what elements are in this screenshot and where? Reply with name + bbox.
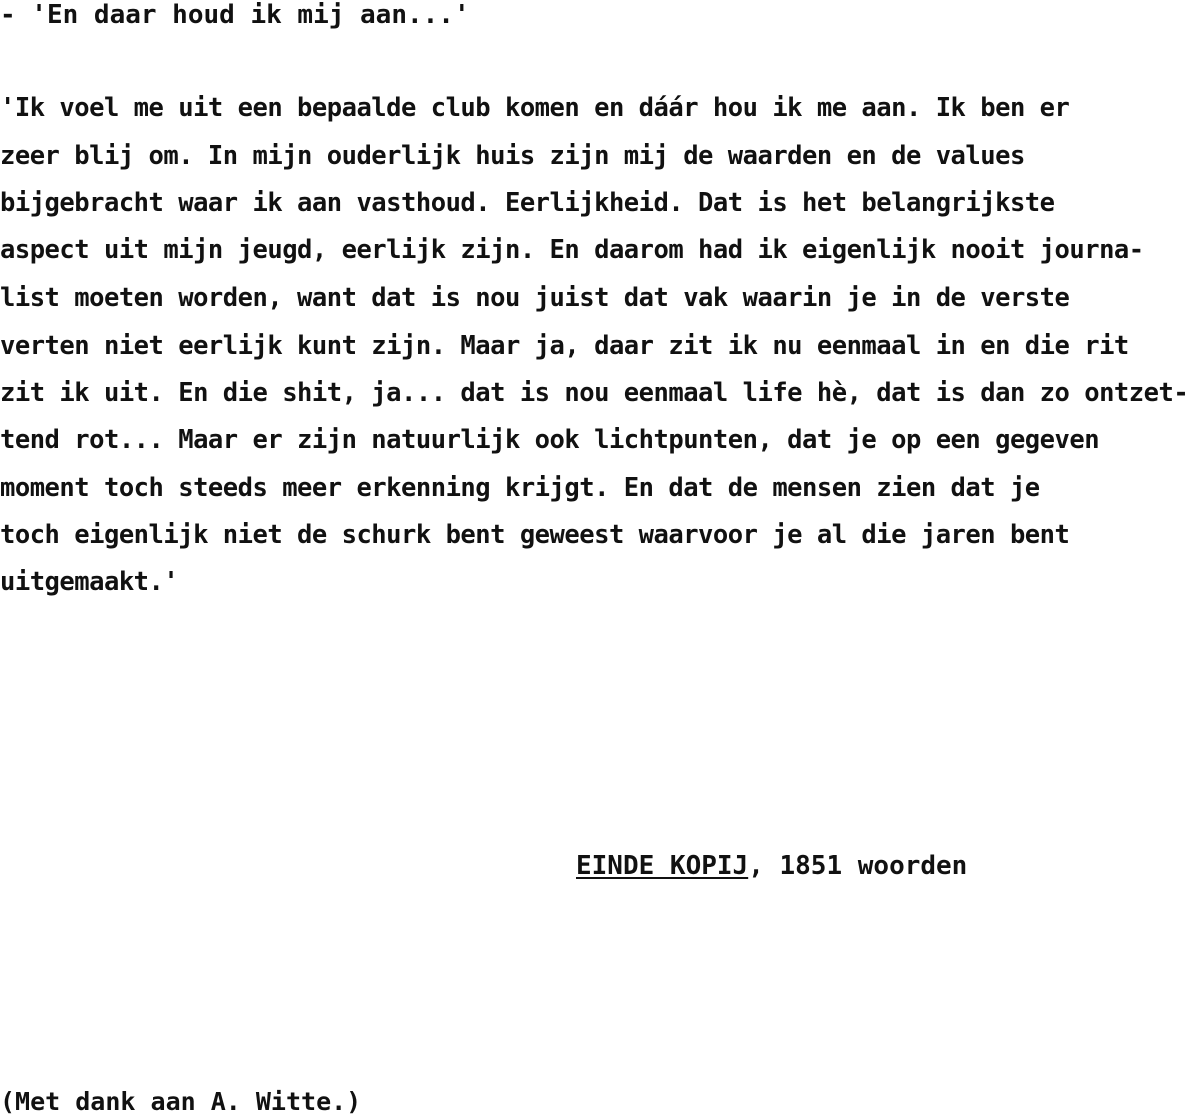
paragraph-line: aspect uit mijn jeugd, eerlijk zijn. En daarom had ik eigenlijk nooit journa- bbox=[0, 235, 1144, 265]
word-count: , 1851 woorden bbox=[748, 851, 968, 881]
paragraph-line: uitgemaakt.' bbox=[0, 567, 179, 597]
quote-heading: - 'En daar houd ik mij aan...' bbox=[0, 0, 470, 30]
end-copy-label: EINDE KOPIJ bbox=[576, 851, 749, 881]
paragraph-line: bijgebracht waar ik aan vasthoud. Eerlijkheid. Dat is het belangrijkste bbox=[0, 188, 1055, 218]
paragraph-line: moment toch steeds meer erkenning krijgt. En dat de mensen zien dat je bbox=[0, 473, 1040, 503]
paragraph-line: list moeten worden, want dat is nou juist dat vak waarin je in de verste bbox=[0, 283, 1070, 313]
paragraph-line: verten niet eerlijk kunt zijn. Maar ja, daar zit ik nu eenmaal in en die rit bbox=[0, 331, 1129, 361]
paragraph-line: toch eigenlijk niet de schurk bent geweest waarvoor je al die jaren bent bbox=[0, 520, 1070, 550]
paragraph-line: zit ik uit. En die shit, ja... dat is nou eenmaal life hè, dat is dan zo ontzet- bbox=[0, 378, 1189, 408]
paragraph-line: zeer blij om. In mijn ouderlijk huis zijn mij de waarden en de values bbox=[0, 141, 1025, 171]
end-copy-note bbox=[576, 851, 967, 881]
paragraph-line: 'Ik voel me uit een bepaalde club komen en dáár hou ik me aan. Ik ben er bbox=[0, 93, 1070, 123]
acknowledgement: (Met dank aan A. Witte.) bbox=[0, 1087, 362, 1116]
paragraph-line: tend rot... Maar er zijn natuurlijk ook lichtpunten, dat je op een gegeven bbox=[0, 425, 1100, 455]
